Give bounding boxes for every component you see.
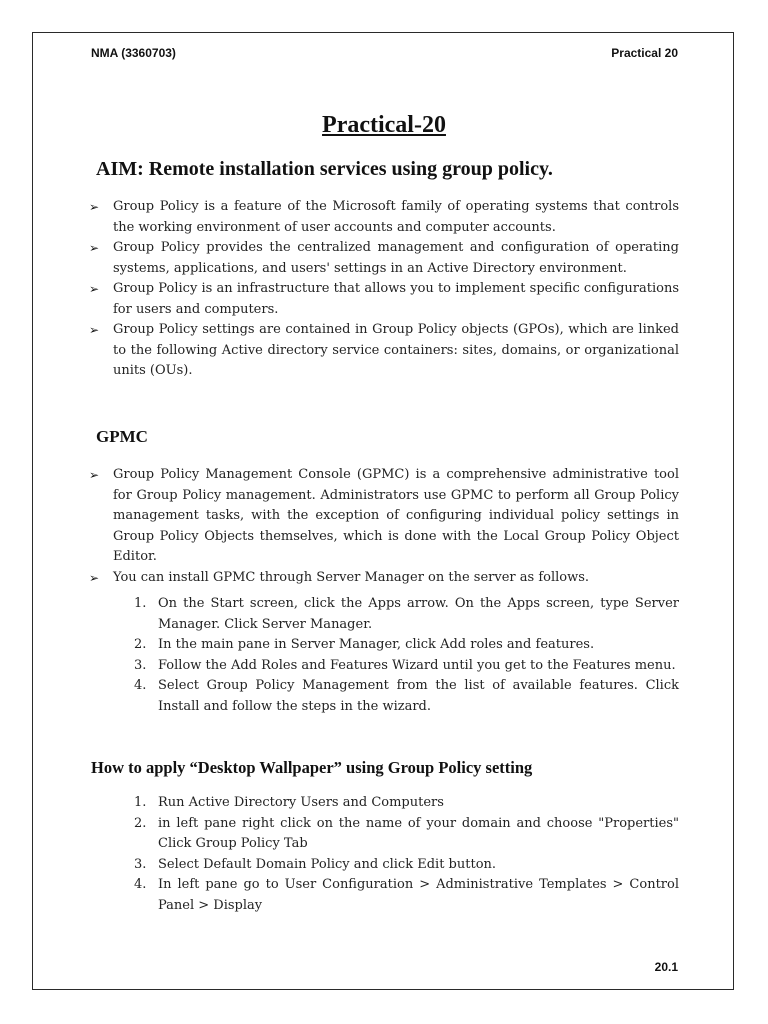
list-item [134,855,679,876]
step-number: 3. [134,657,147,673]
list-item [89,238,679,279]
step-text: Follow the Add Roles and Features Wizard until you get to the Features menu. [158,657,676,673]
step-text: Select Group Policy Management from the list of available features. Click Install and follow the steps in the wizard. [158,678,679,714]
list-item [134,635,679,656]
wallpaper-steps [134,793,679,916]
bullet-text: Group Policy Management Console (GPMC) is a comprehensive administrative tool for Group Policy management. Administrators use GPMC to perform all Group Policy management tasks, with the exception of configuring individual policy settings in Group Policy Objects themselves, which is done with the Local Group Policy Object Editor. [113,467,679,564]
aim-heading: AIM: Remote installation services using group policy. [96,158,553,180]
step-text: in left pane right click on the name of your domain and choose "Properties" Click Group Policy Tab [158,815,679,851]
arrow-bullet-icon: ➢ [89,200,100,214]
intro-bullet-list [89,197,679,382]
arrow-bullet-icon: ➢ [89,282,100,296]
step-number: 1. [134,596,147,611]
arrow-bullet-icon: ➢ [89,241,100,255]
list-item [134,676,679,717]
list-item [89,279,679,320]
page-number: 20.1 [654,960,678,974]
arrow-bullet-icon: ➢ [89,323,100,337]
arrow-bullet-icon: ➢ [89,468,100,482]
wallpaper-heading: How to apply “Desktop Wallpaper” using Group Policy setting [91,758,533,777]
gpmc-install-steps [134,594,679,717]
step-number: 3. [134,856,147,872]
list-item [89,465,679,568]
step-number: 2. [134,637,147,652]
step-number: 4. [134,678,147,693]
step-text: Run Active Directory Users and Computers [158,795,444,810]
bullet-text: Group Policy settings are contained in Group Policy objects (GPOs), which are linked to the following Active directory service containers: sites, domains, or organizational units (OUs). [113,322,679,378]
step-text: In the main pane in Server Manager, click Add roles and features. [158,637,595,652]
step-number: 1. [134,795,147,810]
step-text: In left pane go to User Configuration > Administrative Templates > Control Panel > Display [158,877,679,913]
list-item [134,793,679,814]
list-item [89,197,679,238]
bullet-text: You can install GPMC through Server Manager on the server as follows. [113,569,590,585]
step-number: 4. [134,877,147,892]
step-number: 2. [134,815,147,831]
arrow-bullet-icon: ➢ [89,570,100,585]
header-practical-number: Practical 20 [611,46,678,60]
step-text: Select Default Domain Policy and click Edit button. [158,856,497,872]
gpmc-bullet-list [89,465,679,588]
bullet-text: Group Policy is a feature of the Microsoft family of operating systems that controls the working environment of user accounts and computer accounts. [113,199,679,235]
header-course-code: NMA (3360703) [91,46,176,60]
list-item [89,568,679,589]
list-item [134,814,679,855]
page-title: Practical-20 [322,112,446,138]
list-item [134,875,679,916]
list-item [134,594,679,635]
list-item [134,656,679,677]
bullet-text: Group Policy provides the centralized management and configuration of operating systems, applications, and users' settings in an Active Directory environment. [113,240,679,276]
list-item [89,320,679,382]
step-text: On the Start screen, click the Apps arrow. On the Apps screen, type Server Manager. Click Server Manager. [158,596,679,632]
gpmc-heading: GPMC [96,427,148,446]
bullet-text: Group Policy is an infrastructure that allows you to implement specific configurations for users and computers. [113,281,679,317]
